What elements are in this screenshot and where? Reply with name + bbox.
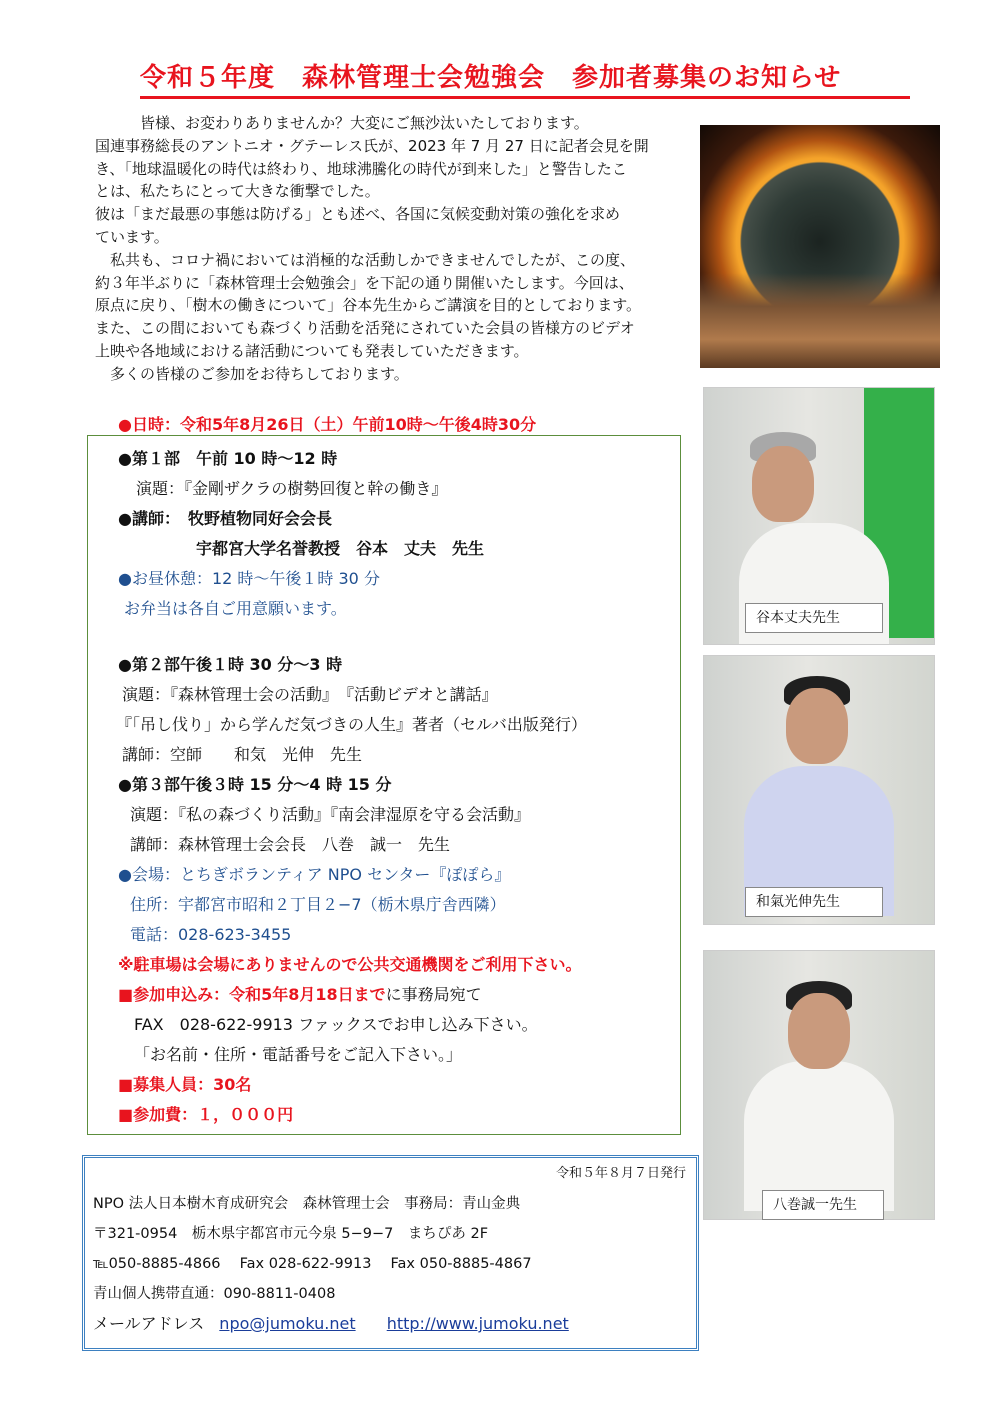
org-name: NPO 法人日本樹木育成研究会 森林管理士会 事務局：青山金典 <box>93 1196 521 1212</box>
intro-line: 彼は「まだ最悪の事態は防げる」とも述べ、各国に気候変動対策の強化を求め <box>95 205 621 224</box>
intro-line: 国連事務総長のアントニオ・グテーレス氏が、2023 年 7 月 27 日に記者会見を開 <box>95 136 649 155</box>
apply-deadline: ■参加申込み：令和5年8月18日まで <box>118 985 386 1004</box>
org-address: 〒321-0954 栃木県宇都宮市元今泉 5−9−7 まちぴあ 2F <box>93 1226 489 1242</box>
part1-topic: 演題：『金剛ザクラの樹勢回復と幹の働き』 <box>136 479 448 498</box>
part1-lecturer: ●講師： 牧野植物同好会会長 <box>118 509 332 528</box>
apply-line <box>118 984 482 1006</box>
part1-heading: ●第１部 午前 10 時～12 時 <box>118 449 338 468</box>
apply-note: 「お名前・住所・電話番号をご記入下さい。」 <box>134 1045 463 1064</box>
part3-topic: 演題：『私の森づくり活動』『南会津湿原を守る会活動』 <box>130 805 531 824</box>
intro-line: ています。 <box>95 227 169 246</box>
intro-line: 私共も、コロナ禍においては消極的な活動しかできませんでしたが、この度、 <box>95 250 636 269</box>
part2-heading: ●第２部午後１時 30 分～3 時 <box>118 655 343 674</box>
part2-topic: 演題：『森林管理士会の活動』 『活動ビデオと講話』 <box>122 685 498 704</box>
contact-links <box>93 1314 569 1334</box>
website-link[interactable]: http://www.jumoku.net <box>386 1314 569 1333</box>
speaker-face <box>786 688 848 764</box>
part2-lecturer: 講師：空師 和気 光伸 先生 <box>122 745 363 764</box>
email-link[interactable]: npo@jumoku.net <box>219 1314 356 1333</box>
fire-clouds <box>700 273 940 368</box>
capacity: ■募集人員：30名 <box>118 1075 252 1094</box>
intro-line: 皆様、お変わりありませんか？大変にご無沙汰いたしております。 <box>95 114 589 132</box>
venue-phone: 電話：028-623-3455 <box>130 925 292 944</box>
org-phone-fax: ℡050-8885-4866 Fax 028-622-9913 Fax 050-8885-4867 <box>93 1256 532 1272</box>
part1-lecturer-title: 宇都宮大学名誉教授 谷本 丈夫 先生 <box>196 539 485 558</box>
apply-fax: FAX 028-622-9913 ファックスでお申し込み下さい。 <box>134 1015 538 1034</box>
title-underline <box>140 96 910 99</box>
intro-line: 約３年半ぶりに「森林管理士会勉強会」を下記の通り開催いたします。今回は、 <box>95 273 634 292</box>
issue-date: 令和５年８月７日発行 <box>555 1166 686 1181</box>
lunch-note: お弁当は各自ご用意願います。 <box>124 599 347 618</box>
intro-line: 上映や各地域における諸活動についても発表していただきます。 <box>95 341 529 360</box>
schedule-box <box>87 435 681 1135</box>
intro-line: また、この間においても森づくり活動を活発にされていた会員の皆様方のビデオ <box>95 319 635 338</box>
apply-to: に事務局宛て <box>385 985 482 1004</box>
intro-text <box>95 112 690 386</box>
venue-address: 住所：宇都宮市昭和２丁目２−7（栃木県庁舎西隣） <box>130 895 506 914</box>
page-title: 令和５年度 森林管理士会勉強会 参加者募集のお知らせ <box>140 60 910 100</box>
venue: ●会場：とちぎボランティア NPO センター『ぽぽら』 <box>118 865 511 884</box>
fee: ■参加費：１，０００円 <box>118 1105 294 1124</box>
speaker-face <box>788 993 850 1069</box>
speaker-face <box>752 446 814 522</box>
intro-line: 原点に戻り、「樹木の働きについて」谷本先生からご講演を目的としております。 <box>95 296 642 315</box>
org-mobile: 青山個人携帯直通：090-8811-0408 <box>93 1286 336 1302</box>
intro-line: 多くの皆様のご参加をお待ちしております。 <box>95 364 409 383</box>
intro-line: き、「地球温暖化の時代は終わり、地球沸騰化の時代が到来した」と警告したこ <box>95 159 627 178</box>
event-datetime: ●日時：令和5年8月26日（土）午前10時～午後4時30分 <box>118 415 537 434</box>
mail-label: メールアドレス <box>93 1314 205 1333</box>
part2-book: 『「吊し伐り」から学んだ気づきの人生』著者（セルバ出版発行） <box>116 715 587 734</box>
caption-yamaki: 八巻誠一先生 <box>762 1190 884 1220</box>
speaker-photo-wake <box>703 655 935 925</box>
contact-footer <box>82 1155 699 1351</box>
parking-note: ※駐車場は会場にありませんので公共交通機関をご利用下さい。 <box>118 955 582 974</box>
intro-line: とは、私たちにとって大きな衝撃でした。 <box>95 182 380 201</box>
caption-tanimoto: 谷本丈夫先生 <box>745 603 883 633</box>
part3-heading: ●第３部午後３時 15 分～4 時 15 分 <box>118 775 392 794</box>
part3-lecturer: 講師：森林管理士会会長 八巻 誠一 先生 <box>130 835 451 854</box>
caption-wake: 和氣光伸先生 <box>745 887 883 917</box>
lunch-break: ●お昼休憩：12 時～午後１時 30 分 <box>118 569 380 588</box>
earth-fire-image <box>700 125 940 368</box>
speaker-body <box>744 1061 894 1211</box>
speaker-photo-yamaki <box>703 950 935 1220</box>
